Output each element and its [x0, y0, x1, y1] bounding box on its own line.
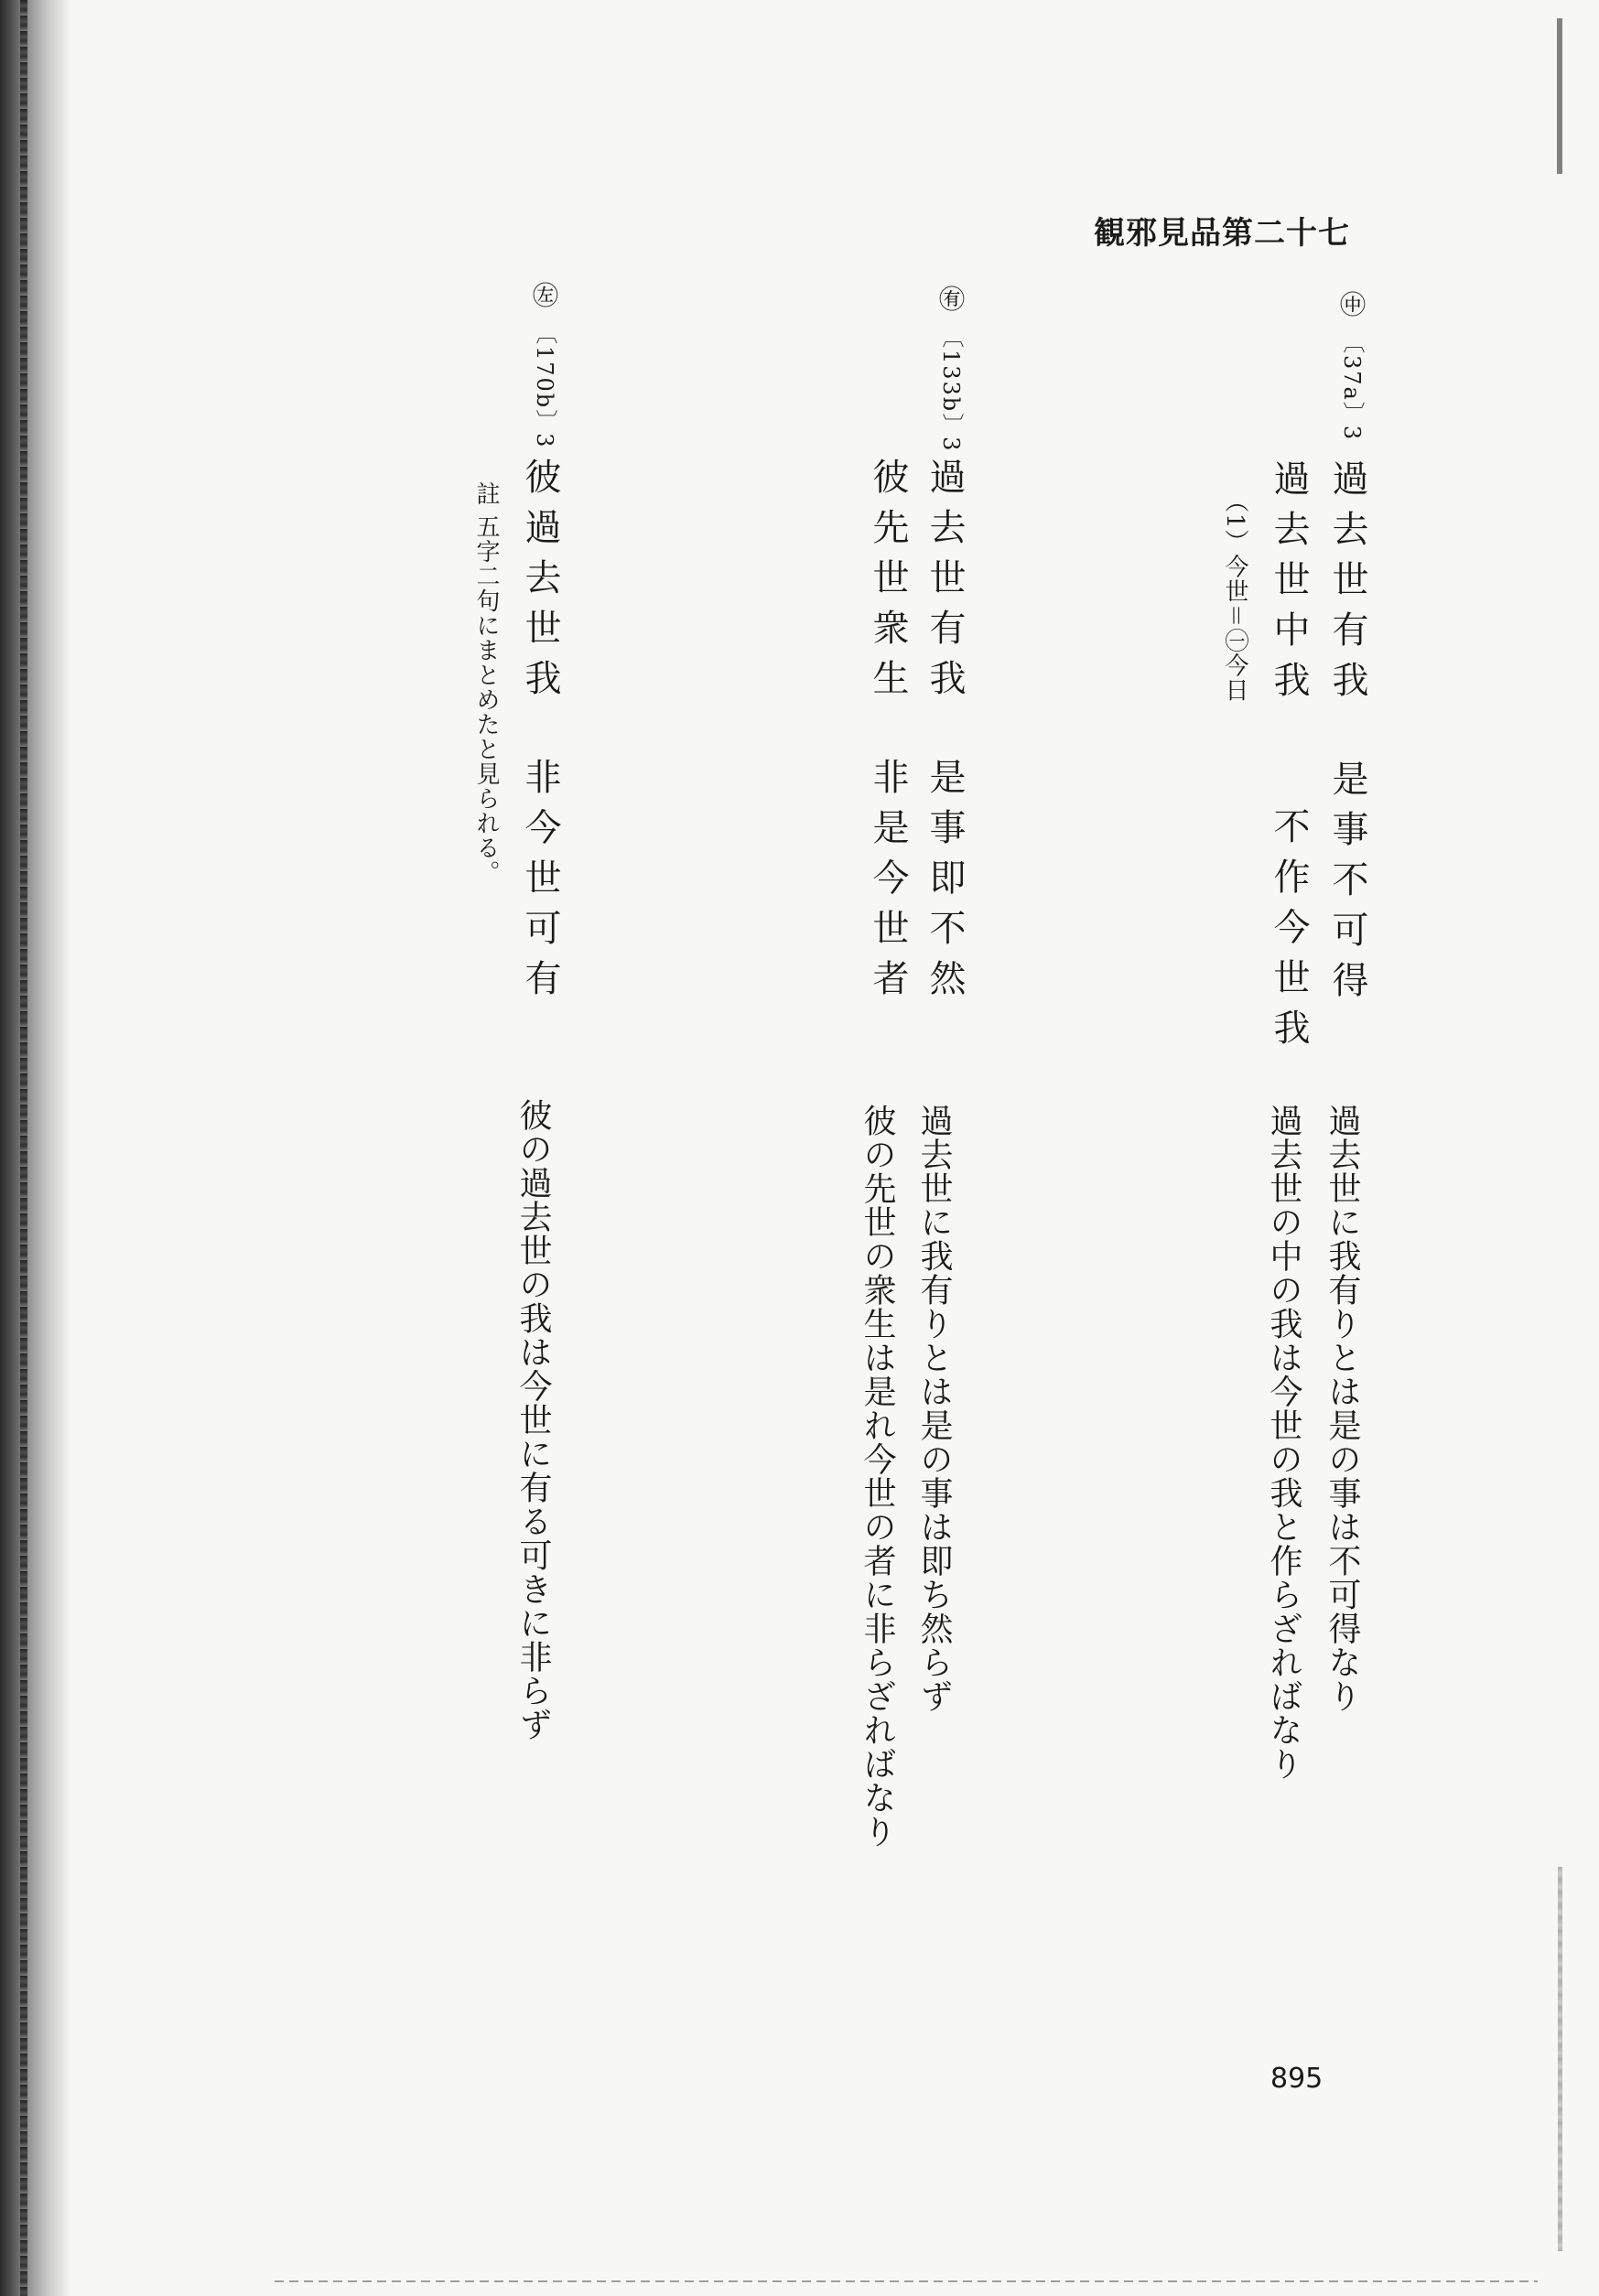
footnote: （1）今世＝㊀今日 [1221, 489, 1248, 703]
verse-line: 是事即不然 [924, 758, 966, 1009]
verse-line: 彼先世衆生 [867, 458, 909, 709]
spine-binding [20, 0, 27, 2296]
page-edge-mark [1557, 18, 1562, 174]
verse-citation: 〔170b〕3 [532, 322, 557, 449]
bottom-edge-rule [275, 2280, 1538, 2282]
verse-citation: 〔37a〕3 [1339, 331, 1365, 442]
verse-line: 彼過去世我 [519, 458, 561, 709]
translation-line: 彼の先世の衆生は是れ今世の者に非らざればなり [859, 1104, 896, 1849]
translation-line: 過去世に我有りとは是の事は即ち然らず [915, 1104, 953, 1713]
verse-line: 非是今世者 [867, 758, 909, 1009]
chapter-title: 観邪見品第二十七 [1094, 215, 1350, 252]
page-edge-mark [1558, 1867, 1562, 2251]
verse-line: 是事不可得 [1326, 760, 1368, 1011]
translation-line: 過去世に我有りとは是の事は不可得なり [1323, 1104, 1361, 1713]
verse-line: 不作今世我 [1268, 807, 1310, 1059]
verse-line: 非今世可有 [519, 758, 561, 1009]
verse-marker: ㊒ [935, 286, 966, 311]
verse-marker: ㊥ [1336, 291, 1367, 317]
translation-line: 彼の過去世の我は今世に有る可きに非らず [514, 1098, 552, 1741]
annotation-note: 註 五字二句にまとめたと見られる。 [472, 481, 500, 886]
verse-line: 過去世有我 [924, 458, 966, 709]
page-number: 895 [1270, 2063, 1323, 2095]
verse-line: 過去世有我 [1326, 459, 1368, 711]
verse-line: 過去世中我 [1268, 459, 1310, 711]
verse-marker: ㊧ [529, 282, 559, 307]
book-spine-shadow [0, 0, 71, 2296]
translation-line: 過去世の中の我は今世の我と作らざればなり [1265, 1104, 1302, 1781]
verse-citation: 〔133b〕3 [938, 326, 964, 453]
